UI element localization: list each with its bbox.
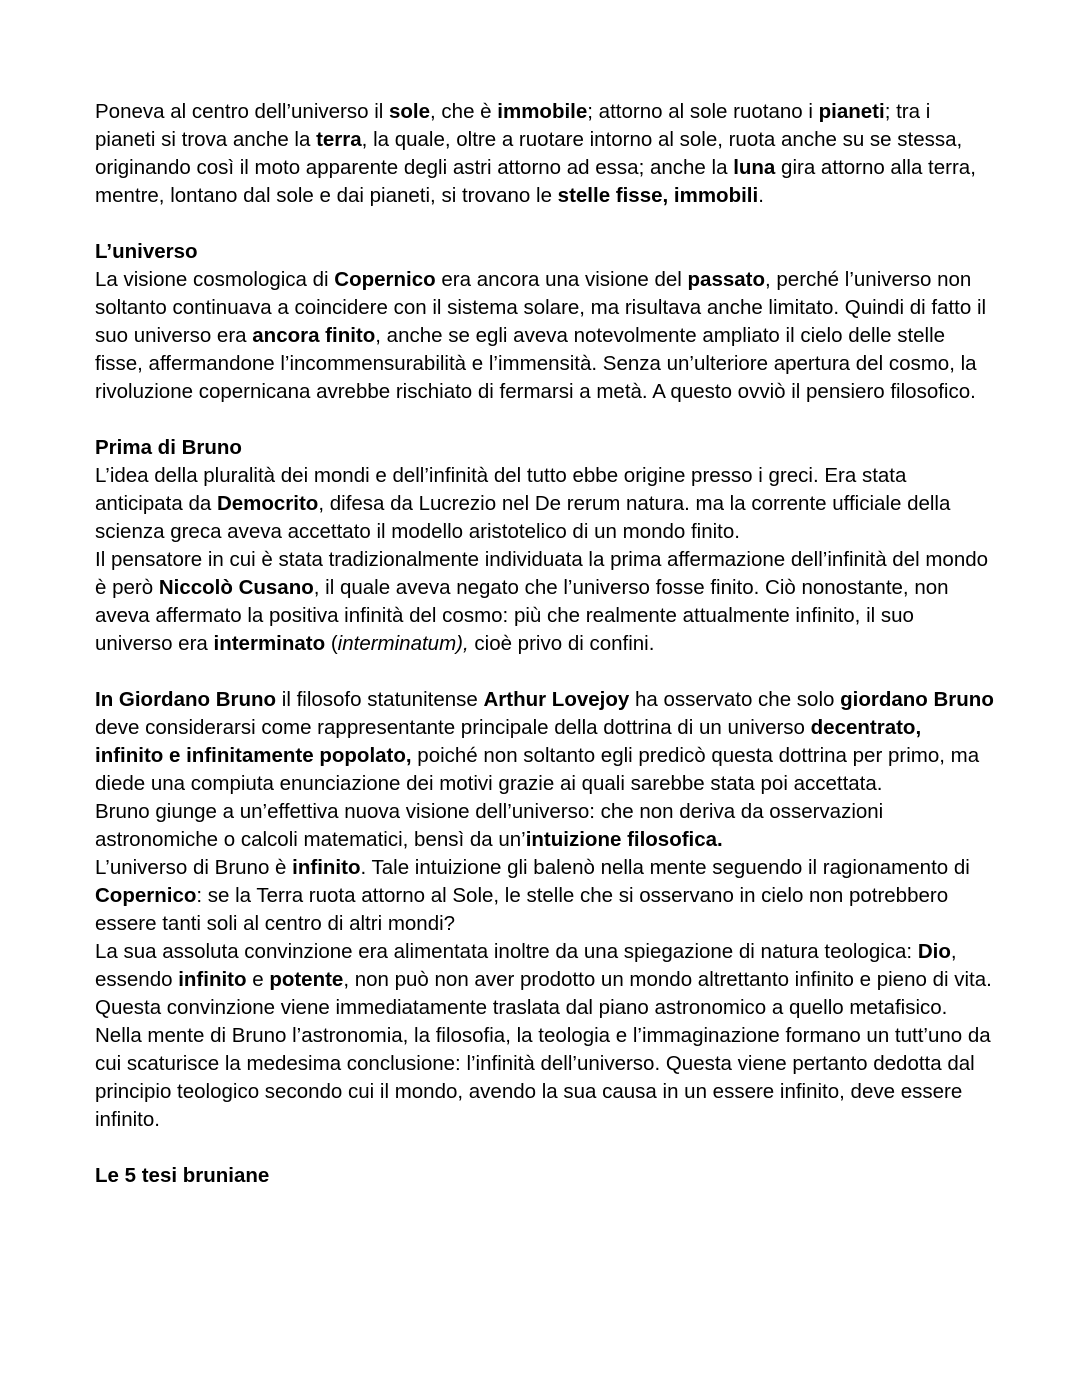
text-run: , anche se egli aveva notevolmente ampliato il cielo delle stelle fisse, affermandone l’incommensurabilità e l’immensità. Senza un’ulteriore apertura del cosmo, la rivoluzione copernicana avrebbe rischiato di fermarsi a metà. A questo ovviò il pensiero filosofico. (95, 324, 977, 403)
text-run: , che è (430, 100, 498, 123)
spacer (95, 406, 995, 434)
text-run: deve considerarsi come rappresentante principale della dottrina di un universo (95, 716, 811, 739)
paragraph-greci (95, 462, 995, 546)
paragraph-lovejoy (95, 686, 995, 798)
heading-prima-di-bruno: Prima di Bruno (95, 436, 242, 459)
text-run: ha osservato che solo (629, 688, 841, 711)
bold-text: intuizione filosofica. (525, 828, 723, 851)
text-run: , essendo (95, 940, 957, 991)
text-run: Il pensatore in cui è stata tradizionalmente individuata la prima affermazione dell’infinità del mondo è però (95, 548, 989, 599)
text-run: gira attorno alla terra, mentre, lontano dal sole e dai pianeti, si trovano le (95, 156, 976, 207)
paragraph-universo (95, 266, 995, 406)
text-run: poiché non soltanto egli predicò questa dottrina per primo, ma diede una compiuta enunciazione dei motivi grazie ai quali sarebbe stata poi accettata. (95, 744, 980, 795)
bold-text: immobile (497, 100, 588, 123)
bold-text: Niccolò Cusano (158, 576, 314, 599)
text-run: L’universo di Bruno è (95, 856, 293, 879)
paragraph-copernican-model (95, 98, 995, 210)
text-run: . (758, 184, 764, 207)
text-run: La sua assoluta convinzione era alimentata inoltre da una spiegazione di natura teologica: (95, 940, 918, 963)
text-run: . Tale intuizione gli balenò nella mente seguendo il ragionamento di (360, 856, 970, 879)
text-run: Questa convinzione viene immediatamente traslata dal piano astronomico a quello metafisico. Nella mente di Bruno l’astronomia, la filosofia, la teologia e l’immaginazione formano un tutt’uno da cui scaturisce la medesima conclusione: l’infinità dell’universo. Questa viene pertanto dedotta dal principio teologico secondo cui il mondo, avendo la sua causa in un essere infinito, deve essere infinito. (95, 996, 991, 1131)
bold-text: passato (687, 268, 766, 291)
paragraph-intuizione (95, 798, 995, 854)
text-run: La visione cosmologica di (95, 268, 335, 291)
paragraph-infinito (95, 854, 995, 938)
text-run: , il quale aveva negato che l’universo fosse finito. Ciò nonostante, non aveva affermato la positiva infinità del cosmo: più che realmente attualmente infinito, il suo universo era (95, 576, 949, 655)
bold-text: In Giordano Bruno (95, 688, 277, 711)
bold-text: giordano Bruno (840, 688, 994, 711)
bold-text: Democrito (216, 492, 319, 515)
document-page (95, 98, 995, 1190)
text-run: , la quale, oltre a ruotare intorno al sole, ruota anche su se stessa, originando così il moto apparente degli astri attorno ad essa; anche la (95, 128, 963, 179)
text-run: L’idea della pluralità dei mondi e dell’infinità del tutto ebbe origine presso i greci. Era stata anticipata da (95, 464, 907, 515)
bold-text: infinito (178, 968, 247, 991)
text-run: Poneva al centro dell’universo il (95, 100, 389, 123)
bold-text: pianeti (818, 100, 885, 123)
text-run: , non può non aver prodotto un mondo altrettanto infinito e pieno di vita. (343, 968, 992, 991)
bold-text: ancora finito (252, 324, 376, 347)
text-run: ( (325, 632, 338, 655)
paragraph-metafisica (95, 994, 995, 1134)
bold-text: interminato (213, 632, 326, 655)
text-run: ; tra i pianeti si trova anche la (95, 100, 931, 151)
text-run: il filosofo statunitense (276, 688, 484, 711)
bold-text: Arthur Lovejoy (483, 688, 630, 711)
bold-text: sole (389, 100, 431, 123)
text-run: ; attorno al sole ruotano i (587, 100, 819, 123)
paragraph-teologia (95, 938, 995, 994)
heading-tesi-bruniane: Le 5 tesi bruniane (95, 1164, 270, 1187)
text-run: : se la Terra ruota attorno al Sole, le stelle che si osservano in cielo non potrebbero essere tanti soli al centro di altri mondi? (95, 884, 949, 935)
spacer (95, 210, 995, 238)
bold-text: infinito (292, 856, 361, 879)
bold-text: Dio (917, 940, 951, 963)
heading-universo: L’universo (95, 240, 198, 263)
italic-text: interminatum), (337, 632, 469, 655)
spacer (95, 1134, 995, 1162)
spacer (95, 658, 995, 686)
paragraph-cusano (95, 546, 995, 658)
text-run: , perché l’universo non soltanto continuava a coincidere con il sistema solare, ma risultava anche limitato. Quindi di fatto il suo universo era (95, 268, 987, 347)
bold-text: potente (269, 968, 344, 991)
bold-text: luna (733, 156, 776, 179)
text-run: Bruno giunge a un’effettiva nuova visione dell’universo: che non deriva da osservazioni astronomiche o calcoli matematici, bensì da un’ (95, 800, 884, 851)
bold-text: Copernico (95, 884, 197, 907)
text-run: , difesa da Lucrezio nel De rerum natura. ma la corrente ufficiale della scienza greca aveva accettato il modello aristotelico di un mondo finito. (95, 492, 951, 543)
text-run: era ancora una visione del (435, 268, 688, 291)
bold-text: stelle fisse, immobili (557, 184, 759, 207)
bold-text: decentrato, infinito e infinitamente popolato, (95, 716, 922, 767)
bold-text: Copernico (334, 268, 436, 291)
text-run: cioè privo di confini. (468, 632, 655, 655)
text-run: e (246, 968, 270, 991)
bold-text: terra (316, 128, 362, 151)
